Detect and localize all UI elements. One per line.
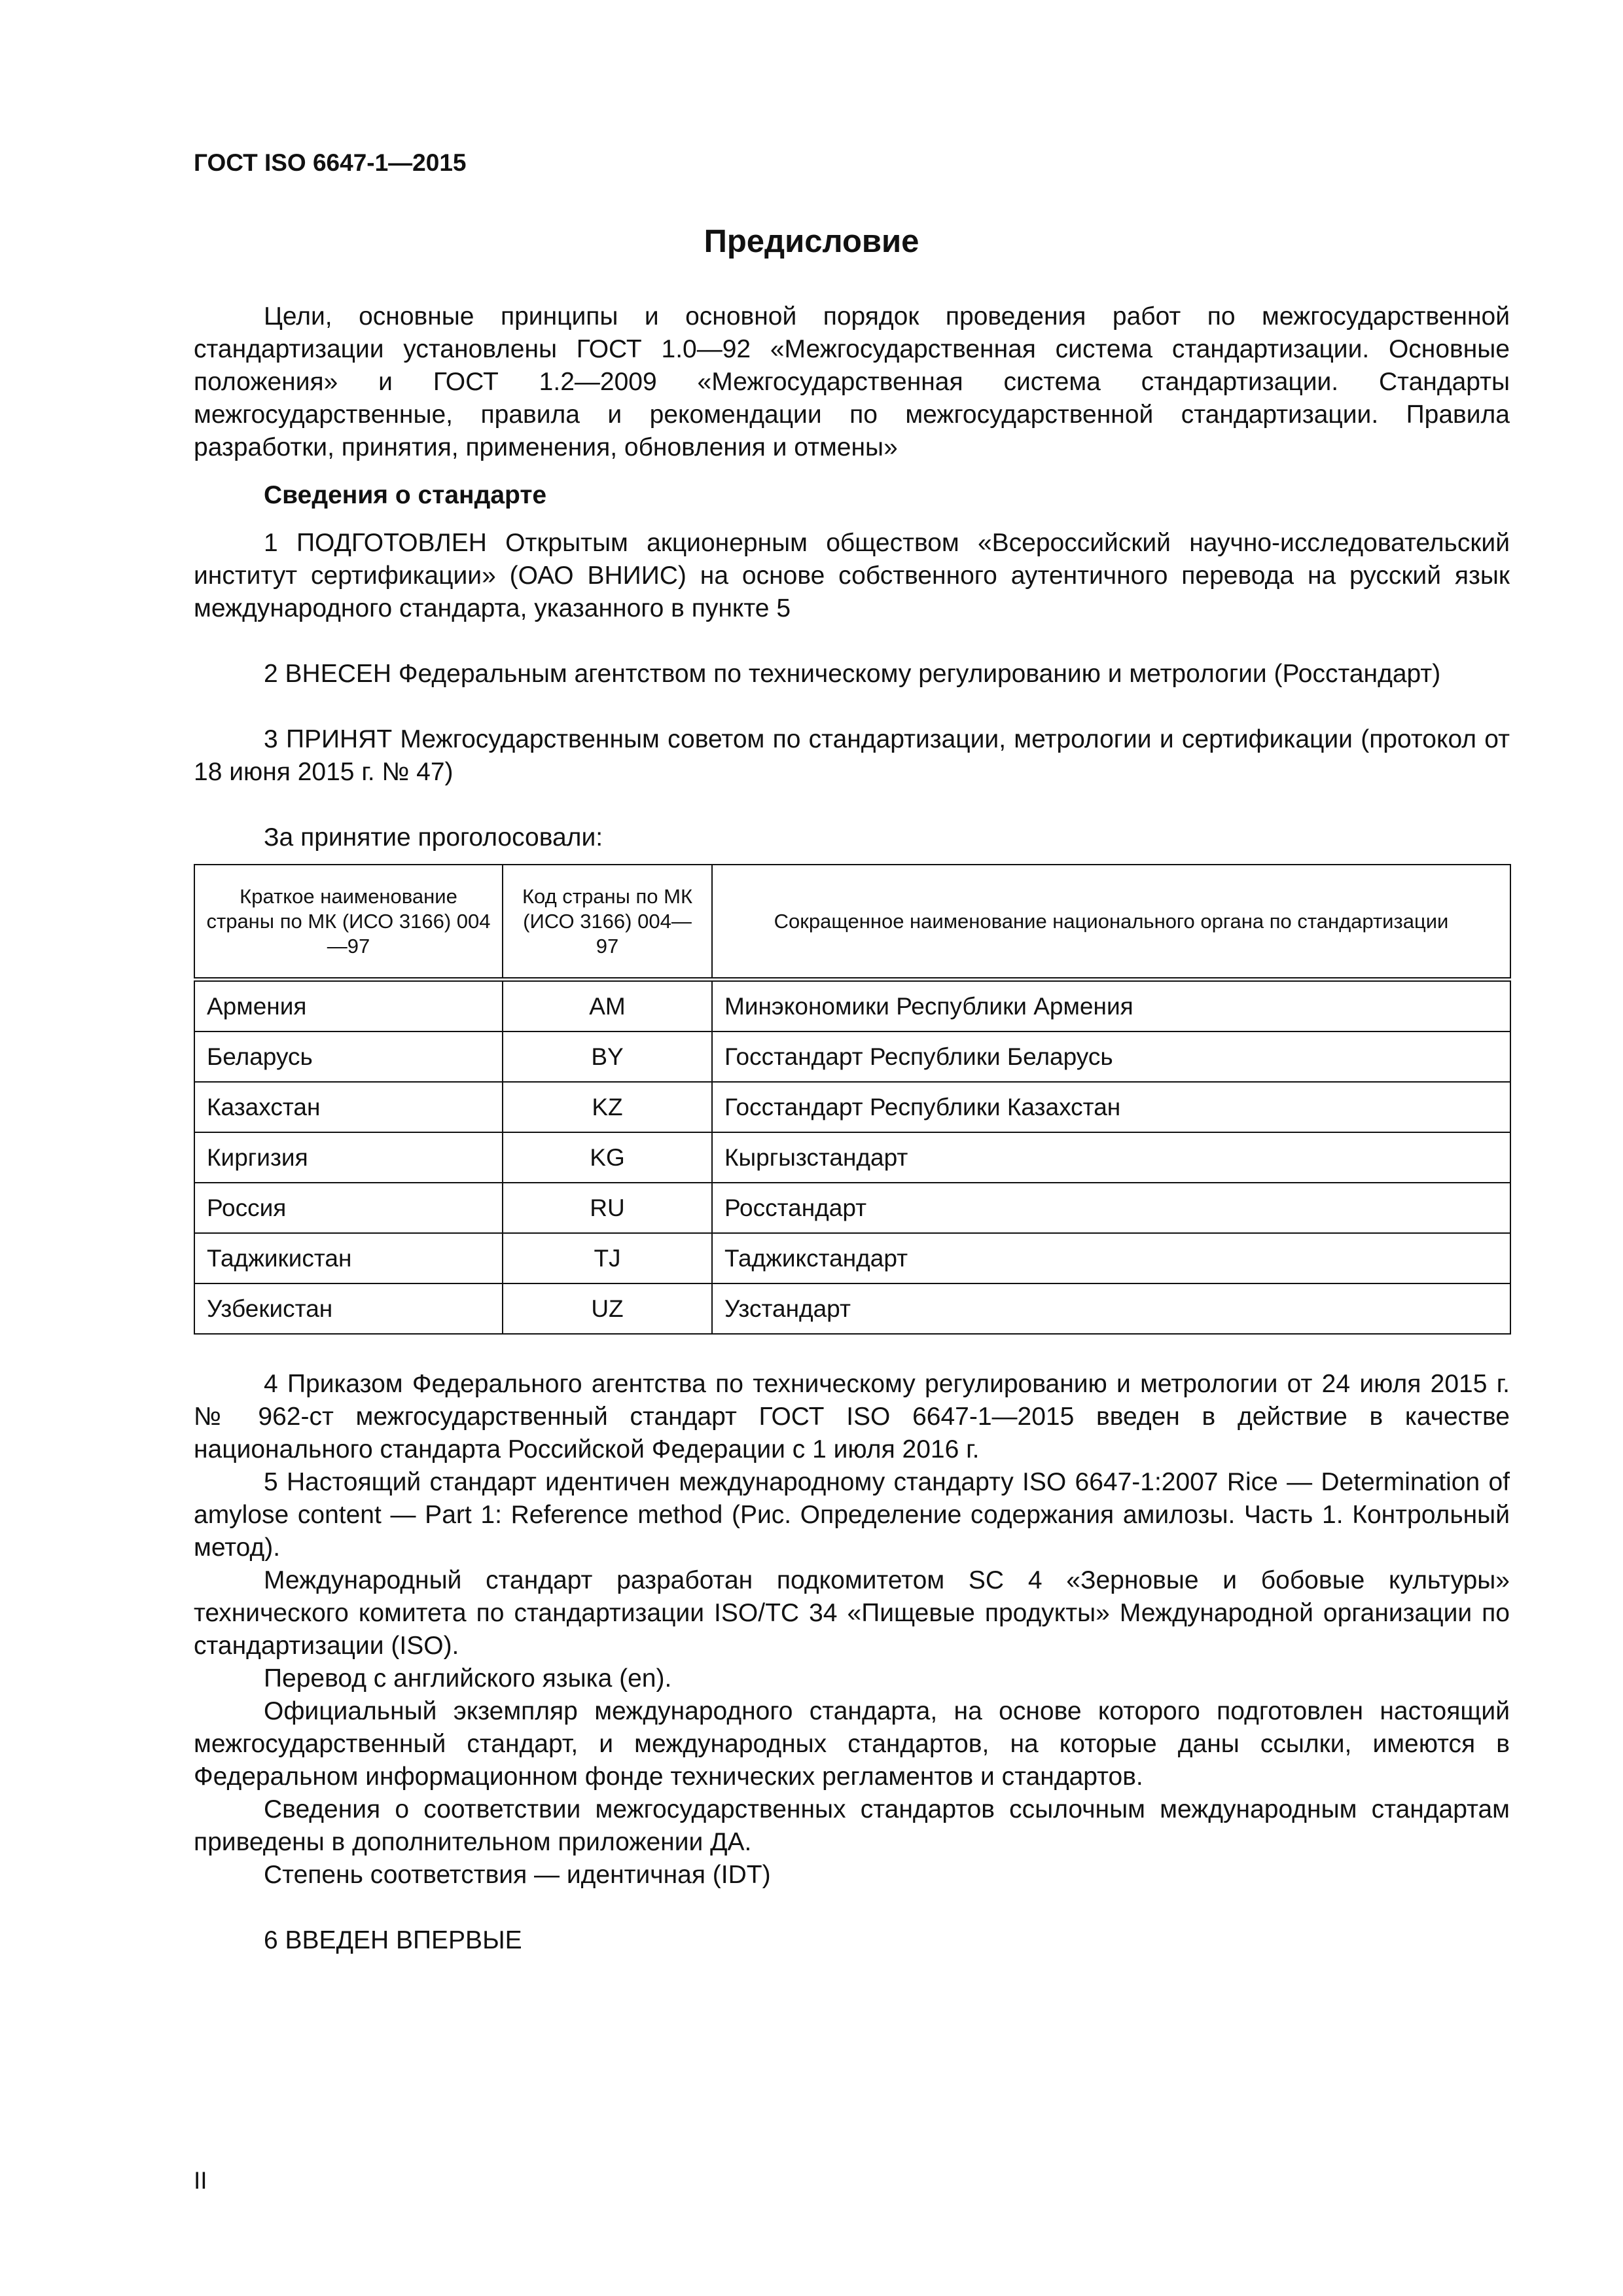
national-body: Узстандарт xyxy=(712,1283,1510,1334)
table-row xyxy=(194,1132,1510,1183)
voting-countries-table xyxy=(194,864,1511,1335)
country-name: Россия xyxy=(194,1183,503,1233)
country-code: RU xyxy=(503,1183,712,1233)
table-row xyxy=(194,1183,1510,1233)
table-row xyxy=(194,1233,1510,1283)
item-official-copy: Официальный экземпляр международного стандарта, на основе которого подготовлен настоящий межгосударственный стандарт, и международных стандартов, на которые даны ссылки, имеются в Федеральном информационном фонде технических регламентов и стандартов. xyxy=(194,1697,1510,1791)
national-body: Минэкономики Республики Армения xyxy=(712,980,1510,1032)
country-code: BY xyxy=(503,1031,712,1082)
page-number: II xyxy=(194,2167,207,2194)
country-code: KZ xyxy=(503,1082,712,1132)
table-row xyxy=(194,980,1510,1032)
item-references: Сведения о соответствии межгосударственных стандартов ссылочным международным стандартам приведены в дополнительном приложении ДА. xyxy=(194,1795,1510,1856)
item-developer: Международный стандарт разработан подкомитетом SC 4 «Зерновые и бобовые культуры» технического комитета по стандартизации ISO/TC 34 «Пищевые продукты» Международной организации по стандартизации (ISO). xyxy=(194,1566,1510,1660)
country-name: Узбекистан xyxy=(194,1283,503,1334)
foreword-bottom-section xyxy=(194,1368,1510,1957)
item-degree: Степень соответствия — идентичная (IDT) xyxy=(264,1861,771,1889)
table-header-row xyxy=(194,865,1510,980)
national-body: Кыргызстандарт xyxy=(712,1132,1510,1183)
item-translation: Перевод с английского языка (en). xyxy=(264,1664,672,1693)
national-body: Таджикстандарт xyxy=(712,1233,1510,1283)
item-introduced: 6 ВВЕДЕН ВПЕРВЫЕ xyxy=(264,1926,522,1954)
column-header-code: Код страны по МК (ИСО 3166) 004—97 xyxy=(503,865,712,980)
voted-caption: За принятие проголосовали: xyxy=(264,823,603,852)
table-row xyxy=(194,1082,1510,1132)
national-body: Госстандарт Республики Беларусь xyxy=(712,1031,1510,1082)
table-row xyxy=(194,1283,1510,1334)
column-header-country: Краткое наименование страны по МК (ИСО 3166) 004—97 xyxy=(194,865,503,980)
country-code: AM xyxy=(503,980,712,1032)
country-name: Армения xyxy=(194,980,503,1032)
document-code-header: ГОСТ ISO 6647-1—2015 xyxy=(194,149,467,176)
country-name: Казахстан xyxy=(194,1082,503,1132)
item-adopted: 3 ПРИНЯТ Межгосударственным советом по стандартизации, метрологии и сертификации (протокол от 18 июня 2015 г. № 47) xyxy=(194,725,1510,786)
foreword-top-section xyxy=(194,300,1510,854)
country-code: TJ xyxy=(503,1233,712,1283)
table-row xyxy=(194,1031,1510,1082)
standard-info-heading: Сведения о стандарте xyxy=(264,481,547,509)
country-code: UZ xyxy=(503,1283,712,1334)
item-prepared: 1 ПОДГОТОВЛЕН Открытым акционерным обществом «Всероссийский научно-исследовательский институт сертификации» (ОАО ВНИИС) на основе собственного аутентичного перевода на русский язык международного стандарта, указанного в пункте 5 xyxy=(194,529,1510,622)
country-name: Таджикистан xyxy=(194,1233,503,1283)
page-title: Предисловие xyxy=(704,224,919,259)
item-enacted: 4 Приказом Федерального агентства по техническому регулированию и метрологии от 24 июля 2015 г. № 962-ст межгосударственный стандарт ГОСТ ISO 6647-1—2015 введен в действие в качестве национального стандарта Российской Федерации с 1 июля 2016 г. xyxy=(194,1370,1510,1463)
country-code: KG xyxy=(503,1132,712,1183)
item-identical: 5 Настоящий стандарт идентичен международному стандарту ISO 6647-1:2007 Rice — Determination of amylose content — Part 1: Reference method (Рис. Определение содержания амилозы. Часть 1. Контрольный метод). xyxy=(194,1468,1510,1562)
national-body: Росстандарт xyxy=(712,1183,1510,1233)
item-submitted: 2 ВНЕСЕН Федеральным агентством по техническому регулированию и метрологии (Росстандарт) xyxy=(264,660,1441,688)
national-body: Госстандарт Республики Казахстан xyxy=(712,1082,1510,1132)
column-header-national-body: Сокращенное наименование национального органа по стандартизации xyxy=(712,865,1510,980)
country-name: Киргизия xyxy=(194,1132,503,1183)
intro-paragraph: Цели, основные принципы и основной порядок проведения работ по межгосударственной стандартизации установлены ГОСТ 1.0—92 «Межгосударственная система стандартизации. Основные положения» и ГОСТ 1.2—2009 «Межгосударственная система стандартизации. Стандарты межгосударственные, правила и рекомендации по межгосударственной стандартизации. Правила разработки, принятия, применения, обновления и отмены» xyxy=(194,302,1510,461)
country-name: Беларусь xyxy=(194,1031,503,1082)
